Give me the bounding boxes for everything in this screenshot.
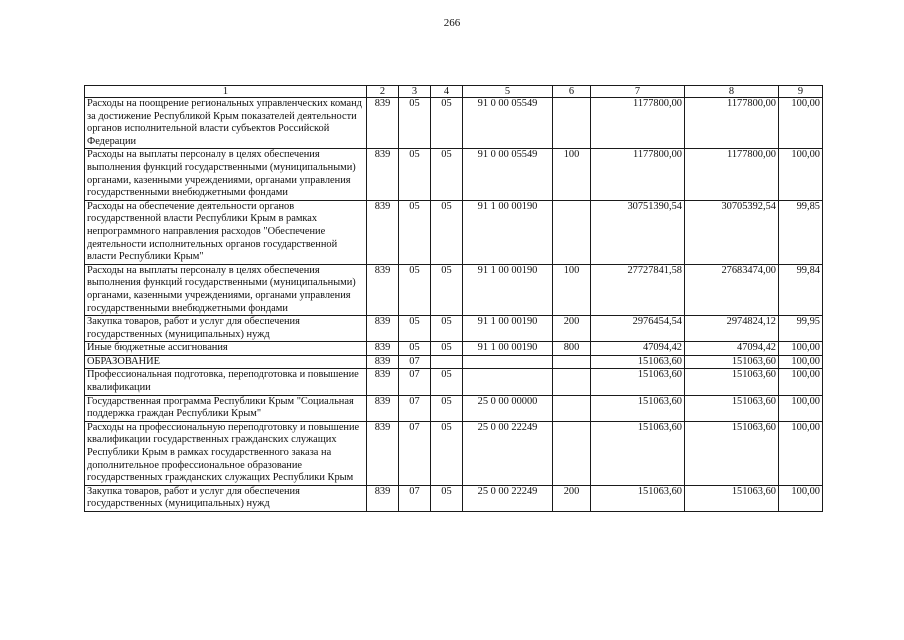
expense-type-code (553, 98, 591, 149)
ministry-code: 839 (367, 369, 399, 395)
executed-amount: 1177800,00 (685, 98, 779, 149)
header-row (85, 86, 823, 98)
section-code: 07 (399, 395, 431, 421)
executed-amount: 151063,60 (685, 485, 779, 511)
expense-description: Расходы на выплаты персоналу в целях обеспечения выполнения функций государственными (муниципальными) органами, казенными учреждениями, органами управления государственными внебюджетными фондами (85, 149, 367, 200)
expense-type-code (553, 421, 591, 485)
expense-type-code: 100 (553, 264, 591, 315)
section-code: 05 (399, 98, 431, 149)
execution-percent: 100,00 (779, 342, 823, 356)
ministry-code: 839 (367, 395, 399, 421)
execution-percent: 100,00 (779, 369, 823, 395)
planned-amount: 1177800,00 (591, 98, 685, 149)
expense-type-code: 200 (553, 485, 591, 511)
expense-type-code: 200 (553, 316, 591, 342)
expense-description: Закупка товаров, работ и услуг для обеспечения государственных (муниципальных) нужд (85, 485, 367, 511)
planned-amount: 30751390,54 (591, 200, 685, 264)
table-row (85, 421, 823, 485)
expense-description: Иные бюджетные ассигнования (85, 342, 367, 356)
column-header-2: 2 (367, 86, 399, 98)
subsection-code: 05 (431, 421, 463, 485)
expense-type-code (553, 200, 591, 264)
executed-amount: 151063,60 (685, 369, 779, 395)
expense-description: Государственная программа Республики Крым "Социальная поддержка граждан Республики Крым" (85, 395, 367, 421)
executed-amount: 30705392,54 (685, 200, 779, 264)
target-article-code: 91 0 00 05549 (463, 98, 553, 149)
ministry-code: 839 (367, 200, 399, 264)
section-code: 05 (399, 264, 431, 315)
table-row (85, 485, 823, 511)
section-code: 05 (399, 149, 431, 200)
ministry-code: 839 (367, 98, 399, 149)
ministry-code: 839 (367, 342, 399, 356)
ministry-code: 839 (367, 421, 399, 485)
executed-amount: 151063,60 (685, 395, 779, 421)
section-code: 05 (399, 316, 431, 342)
table-row (85, 264, 823, 315)
planned-amount: 47094,42 (591, 342, 685, 356)
target-article-code: 91 0 00 05549 (463, 149, 553, 200)
subsection-code: 05 (431, 369, 463, 395)
execution-percent: 100,00 (779, 395, 823, 421)
target-article-code: 91 1 00 00190 (463, 316, 553, 342)
table-row (85, 200, 823, 264)
target-article-code (463, 369, 553, 395)
execution-percent: 99,95 (779, 316, 823, 342)
column-header-3: 3 (399, 86, 431, 98)
expense-description: Профессиональная подготовка, переподготовка и повышение квалификации (85, 369, 367, 395)
execution-percent: 99,85 (779, 200, 823, 264)
table-row (85, 342, 823, 356)
planned-amount: 27727841,58 (591, 264, 685, 315)
expense-description: Расходы на поощрение региональных управленческих команд за достижение Республикой Крым показателей деятельности органов исполнительной власти субъектов Российской Федерации (85, 98, 367, 149)
target-article-code (463, 355, 553, 369)
expense-type-code (553, 369, 591, 395)
target-article-code: 91 1 00 00190 (463, 342, 553, 356)
column-header-4: 4 (431, 86, 463, 98)
executed-amount: 47094,42 (685, 342, 779, 356)
expense-description: ОБРАЗОВАНИЕ (85, 355, 367, 369)
executed-amount: 1177800,00 (685, 149, 779, 200)
column-header-5: 5 (463, 86, 553, 98)
expense-description: Расходы на выплаты персоналу в целях обеспечения выполнения функций государственными (муниципальными) органами, казенными учреждениями, органами управления государственными внебюджетными фондами (85, 264, 367, 315)
column-header-8: 8 (685, 86, 779, 98)
execution-percent: 99,84 (779, 264, 823, 315)
execution-percent: 100,00 (779, 149, 823, 200)
subsection-code (431, 355, 463, 369)
execution-percent: 100,00 (779, 98, 823, 149)
table-row (85, 355, 823, 369)
ministry-code: 839 (367, 485, 399, 511)
executed-amount: 27683474,00 (685, 264, 779, 315)
planned-amount: 151063,60 (591, 395, 685, 421)
section-code: 07 (399, 421, 431, 485)
planned-amount: 1177800,00 (591, 149, 685, 200)
table-row (85, 98, 823, 149)
section-code: 07 (399, 355, 431, 369)
ministry-code: 839 (367, 149, 399, 200)
target-article-code: 25 0 00 22249 (463, 485, 553, 511)
execution-percent: 100,00 (779, 355, 823, 369)
section-code: 05 (399, 342, 431, 356)
planned-amount: 151063,60 (591, 421, 685, 485)
expense-description: Расходы на профессиональную переподготовку и повышение квалификации государственных гражданских служащих Республики Крым в рамках государственного заказа на дополнительное профессиональное образование государственных гражданских служащих Республики Крым (85, 421, 367, 485)
subsection-code: 05 (431, 316, 463, 342)
column-header-9: 9 (779, 86, 823, 98)
subsection-code: 05 (431, 395, 463, 421)
table-row (85, 316, 823, 342)
subsection-code: 05 (431, 485, 463, 511)
expense-type-code: 800 (553, 342, 591, 356)
section-code: 07 (399, 369, 431, 395)
executed-amount: 2974824,12 (685, 316, 779, 342)
target-article-code: 91 1 00 00190 (463, 264, 553, 315)
column-header-7: 7 (591, 86, 685, 98)
section-code: 05 (399, 200, 431, 264)
table-row (85, 395, 823, 421)
target-article-code: 25 0 00 00000 (463, 395, 553, 421)
planned-amount: 151063,60 (591, 485, 685, 511)
executed-amount: 151063,60 (685, 421, 779, 485)
expense-description: Расходы на обеспечение деятельности органов государственной власти Республики Крым в рамках непрограммного направления расходов "Обеспечение деятельности исполнительных органов государственной власти Республики Крым" (85, 200, 367, 264)
expense-description: Закупка товаров, работ и услуг для обеспечения государственных (муниципальных) нужд (85, 316, 367, 342)
target-article-code: 25 0 00 22249 (463, 421, 553, 485)
table-row (85, 369, 823, 395)
expense-type-code: 100 (553, 149, 591, 200)
ministry-code: 839 (367, 316, 399, 342)
subsection-code: 05 (431, 149, 463, 200)
subsection-code: 05 (431, 200, 463, 264)
table-row (85, 149, 823, 200)
column-header-6: 6 (553, 86, 591, 98)
subsection-code: 05 (431, 98, 463, 149)
expense-type-code (553, 395, 591, 421)
table-header (85, 86, 823, 98)
column-header-1: 1 (85, 86, 367, 98)
page-number: 266 (443, 17, 461, 29)
execution-percent: 100,00 (779, 485, 823, 511)
table-body (85, 98, 823, 512)
subsection-code: 05 (431, 264, 463, 315)
ministry-code: 839 (367, 355, 399, 369)
section-code: 07 (399, 485, 431, 511)
executed-amount: 151063,60 (685, 355, 779, 369)
target-article-code: 91 1 00 00190 (463, 200, 553, 264)
subsection-code: 05 (431, 342, 463, 356)
planned-amount: 151063,60 (591, 355, 685, 369)
execution-percent: 100,00 (779, 421, 823, 485)
planned-amount: 2976454,54 (591, 316, 685, 342)
ministry-code: 839 (367, 264, 399, 315)
planned-amount: 151063,60 (591, 369, 685, 395)
expense-type-code (553, 355, 591, 369)
budget-table (84, 85, 823, 512)
